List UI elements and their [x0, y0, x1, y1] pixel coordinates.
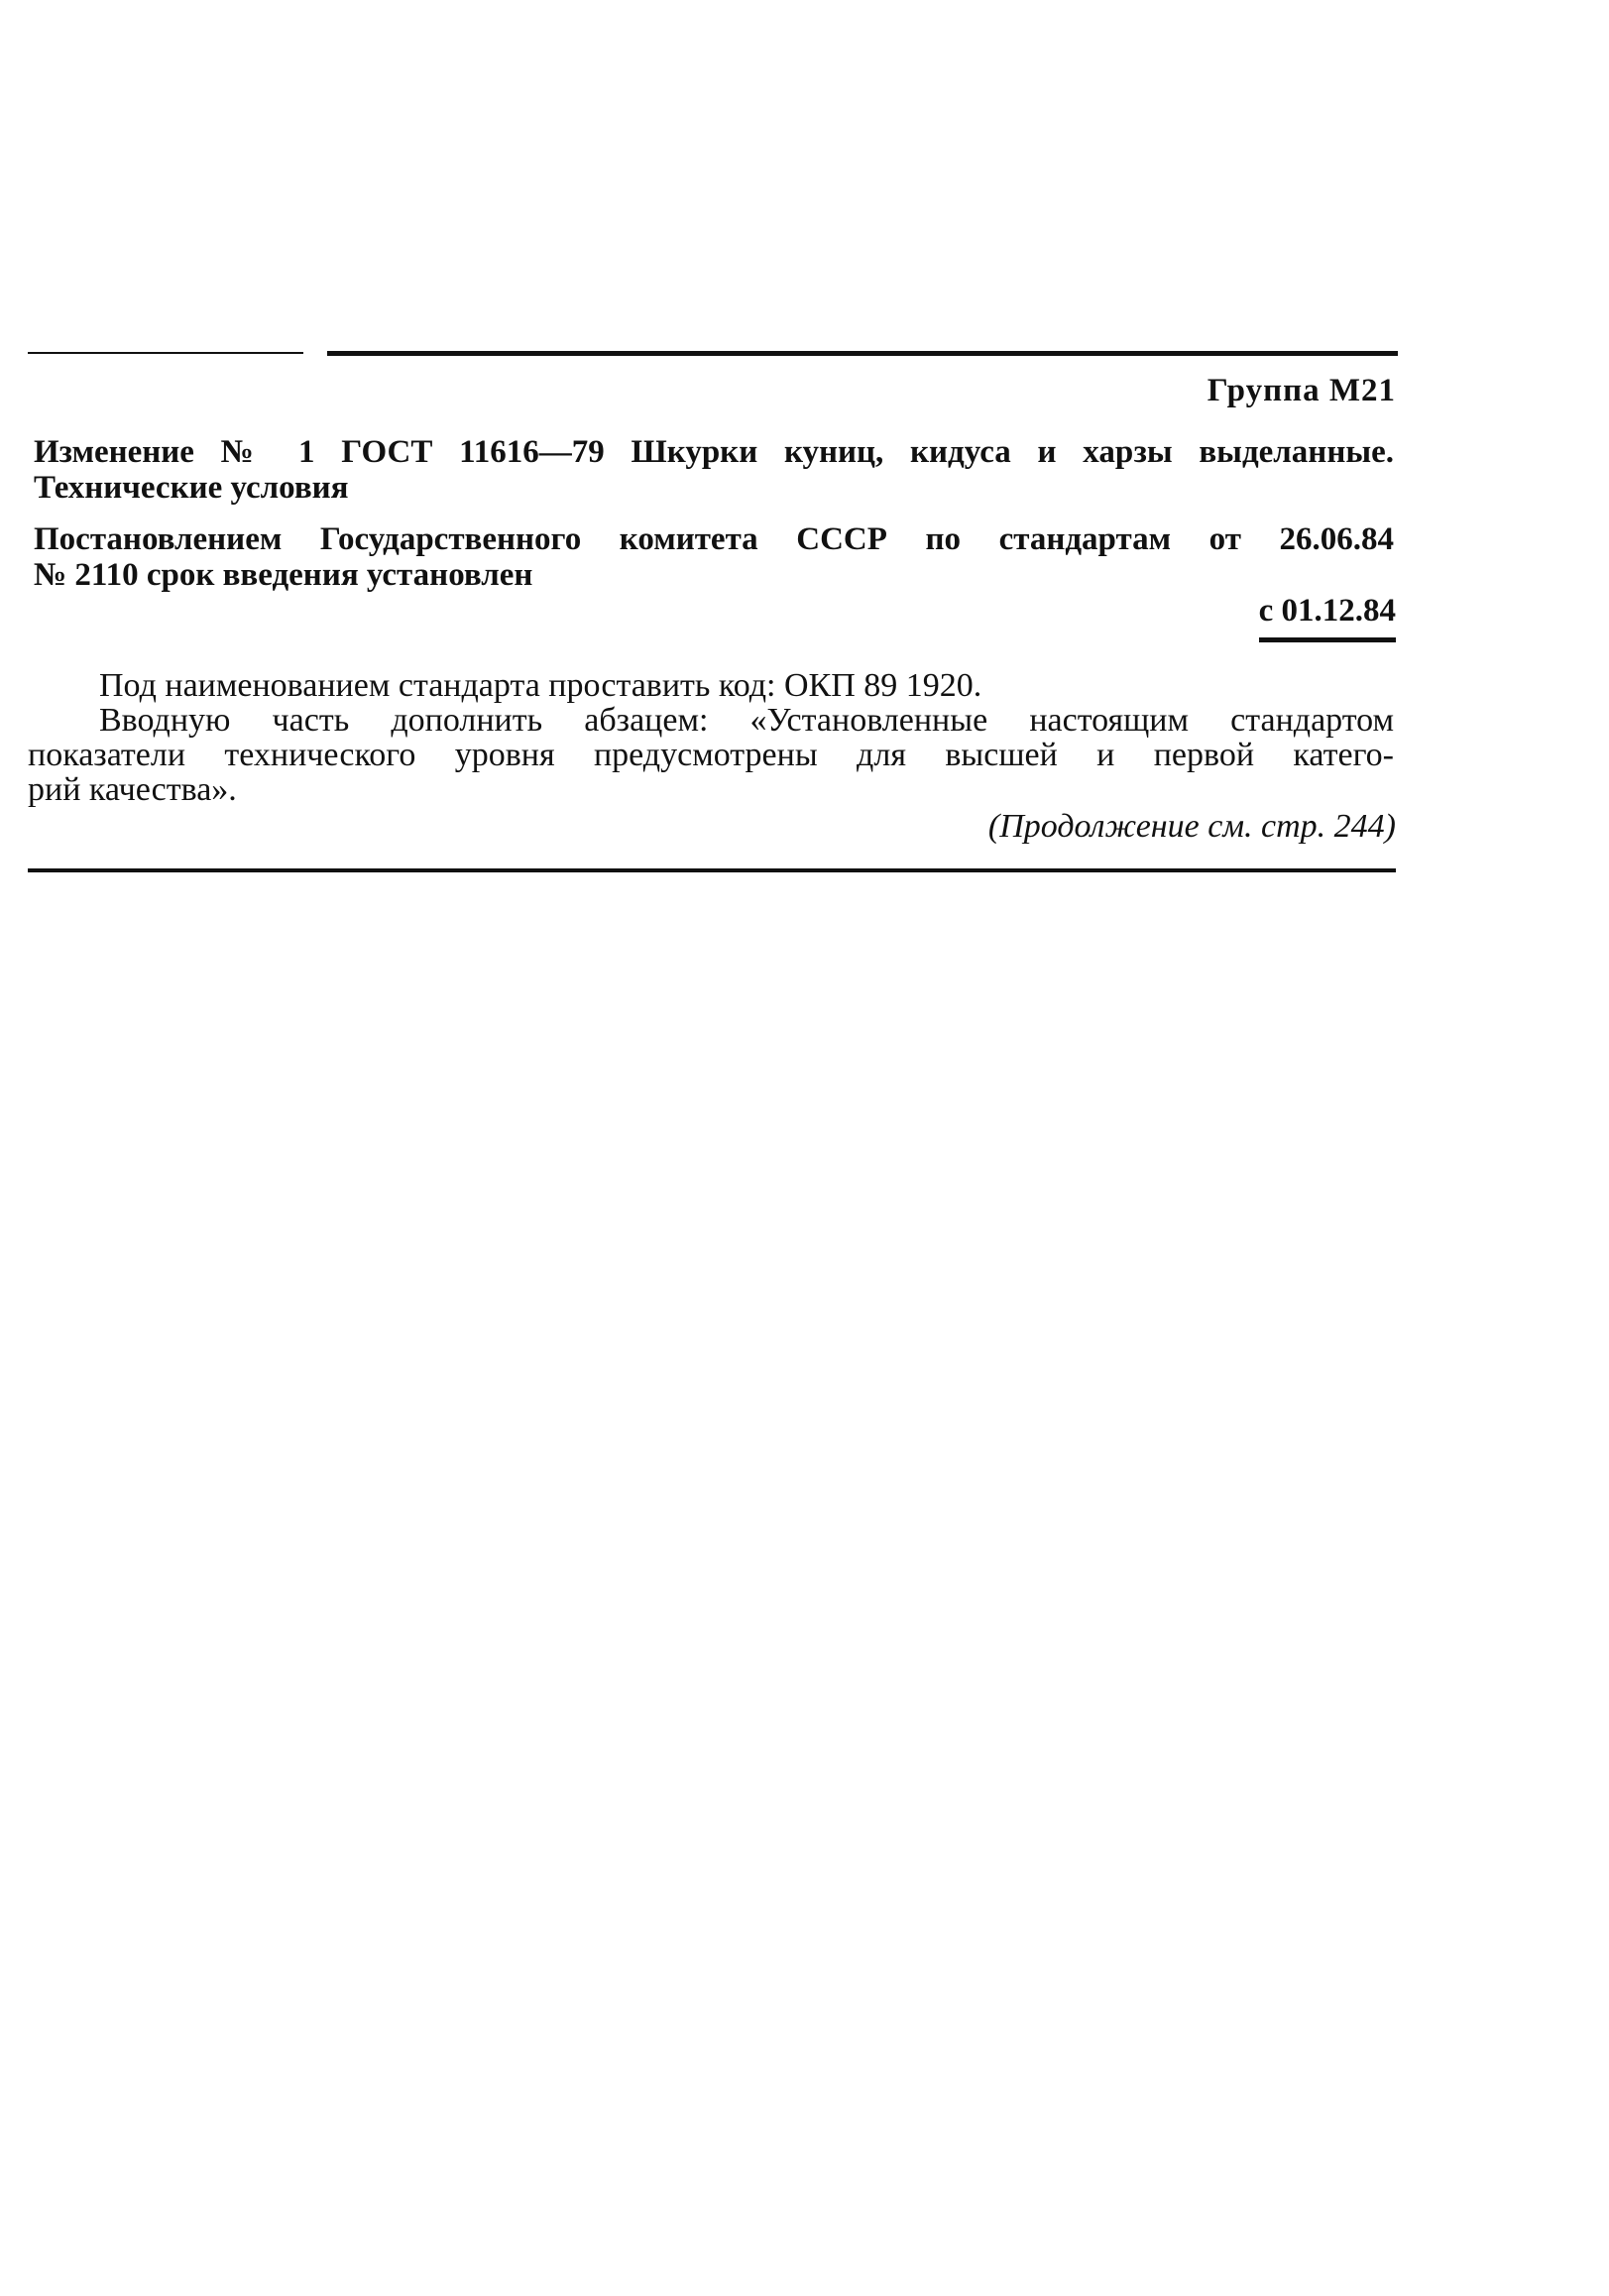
amendment-title-line-1: Изменение № 1 ГОСТ 11616—79 Шкурки куниц, кидуса и харзы выделанные.: [34, 434, 1394, 470]
body-paragraph-2: [28, 703, 1394, 807]
decree-line-1: Постановлением Государственного комитета СССР по стандартам от 26.06.84: [34, 521, 1394, 557]
body-paragraph-2-line-3: рий качества».: [28, 771, 237, 808]
amendment-title: [34, 434, 1394, 506]
group-code: Группа М21: [1207, 373, 1396, 408]
decree-statement: [34, 521, 1394, 593]
amendment-body: [28, 668, 1394, 807]
body-paragraph-2-line-2: показатели технического уровня предусмотрены для высшей и первой катего-: [28, 737, 1394, 773]
continuation-note: (Продолжение см. стр. 244): [987, 808, 1396, 845]
effective-date: с 01.12.84: [1259, 593, 1396, 642]
top-rule-right: [327, 351, 1398, 356]
amendment-title-line-2: Технические условия: [34, 470, 349, 506]
decree-line-2: № 2110 срок введения установлен: [34, 557, 533, 593]
body-paragraph-1: Под наименованием стандарта проставить код: ОКП 89 1920.: [99, 667, 982, 704]
bottom-rule: [28, 868, 1396, 872]
top-rule-left: [28, 352, 303, 354]
body-paragraph-2-line-1: Вводную часть дополнить абзацем: «Установленные настоящим стандартом: [99, 702, 1394, 739]
